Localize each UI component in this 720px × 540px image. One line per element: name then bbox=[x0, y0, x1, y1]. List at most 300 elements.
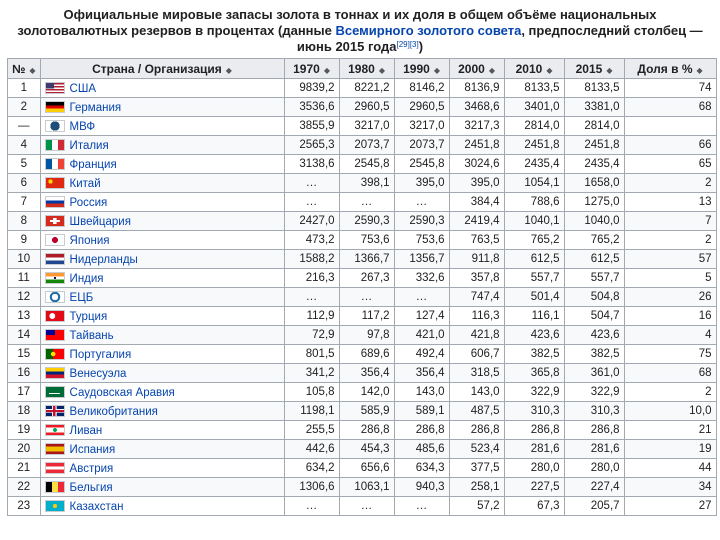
column-header-label: 2000 bbox=[458, 61, 485, 76]
reserve-value-cell: 2814,0 bbox=[504, 117, 564, 136]
share-percent-cell: 34 bbox=[624, 478, 716, 497]
column-header-label: № bbox=[12, 61, 26, 76]
share-percent-cell: 57 bbox=[624, 250, 716, 269]
reserve-value-cell: 523,4 bbox=[449, 440, 504, 459]
reserve-value-cell: 2545,8 bbox=[339, 155, 394, 174]
column-header[interactable] bbox=[394, 59, 449, 79]
rank-cell: 5 bbox=[8, 155, 41, 174]
reserve-value-cell: 589,1 bbox=[394, 402, 449, 421]
reserve-value-cell: 116,3 bbox=[449, 307, 504, 326]
reserve-value-cell: 356,4 bbox=[394, 364, 449, 383]
rank-cell: 20 bbox=[8, 440, 41, 459]
reserve-value-cell: 2435,4 bbox=[564, 155, 624, 174]
reserve-value-cell: 112,9 bbox=[284, 307, 339, 326]
country-cell[interactable] bbox=[40, 212, 284, 231]
reserve-value-cell: 557,7 bbox=[564, 269, 624, 288]
reserve-value-cell: 365,8 bbox=[504, 364, 564, 383]
reserve-value-cell: 2435,4 bbox=[504, 155, 564, 174]
switzerland-flag-icon bbox=[45, 215, 65, 227]
table-row bbox=[8, 383, 717, 402]
share-percent-cell: 68 bbox=[624, 364, 716, 383]
country-cell[interactable] bbox=[40, 326, 284, 345]
column-header[interactable] bbox=[449, 59, 504, 79]
caption-date: июнь 2015 года bbox=[296, 39, 397, 54]
country-cell[interactable] bbox=[40, 459, 284, 478]
uk-flag-icon bbox=[45, 405, 65, 417]
table-row bbox=[8, 250, 717, 269]
country-link[interactable]: ЕЦБ bbox=[69, 291, 94, 304]
reserve-value-cell: … bbox=[394, 193, 449, 212]
country-link[interactable]: МВФ bbox=[69, 120, 96, 133]
reserve-value-cell: 8146,2 bbox=[394, 79, 449, 98]
country-link[interactable]: Турция bbox=[69, 310, 108, 323]
rank-cell: 7 bbox=[8, 193, 41, 212]
table-row bbox=[8, 155, 717, 174]
reserve-value-cell: … bbox=[394, 288, 449, 307]
reserve-value-cell: 3217,0 bbox=[339, 117, 394, 136]
share-percent-cell: 27 bbox=[624, 497, 716, 516]
reserve-value-cell: 143,0 bbox=[394, 383, 449, 402]
country-link[interactable]: Китай bbox=[69, 177, 101, 190]
reserve-value-cell: 227,5 bbox=[504, 478, 564, 497]
country-cell[interactable] bbox=[40, 117, 284, 136]
reserve-value-cell: 281,6 bbox=[504, 440, 564, 459]
share-percent-cell: 74 bbox=[624, 79, 716, 98]
reserve-value-cell: 310,3 bbox=[564, 402, 624, 421]
reserve-value-cell: 2960,5 bbox=[339, 98, 394, 117]
reserve-value-cell: 634,2 bbox=[284, 459, 339, 478]
country-cell[interactable] bbox=[40, 79, 284, 98]
country-cell[interactable] bbox=[40, 136, 284, 155]
reserve-value-cell: 2073,7 bbox=[394, 136, 449, 155]
rank-cell: 15 bbox=[8, 345, 41, 364]
reserve-value-cell: 2427,0 bbox=[284, 212, 339, 231]
reserve-value-cell: 585,9 bbox=[339, 402, 394, 421]
country-link[interactable]: Россия bbox=[69, 196, 108, 209]
reserve-value-cell: … bbox=[339, 497, 394, 516]
country-link[interactable]: Ливан bbox=[69, 424, 103, 437]
reserve-value-cell: 8136,9 bbox=[449, 79, 504, 98]
reserve-value-cell: 280,0 bbox=[504, 459, 564, 478]
reserve-value-cell: 286,8 bbox=[564, 421, 624, 440]
share-percent-cell: 44 bbox=[624, 459, 716, 478]
caption-line-1: Официальные мировые запасы золота в тоннах и их доля в общем объёме национальных bbox=[63, 7, 657, 22]
country-link[interactable]: Бельгия bbox=[69, 481, 113, 494]
rank-cell: 10 bbox=[8, 250, 41, 269]
share-percent-cell: 2 bbox=[624, 231, 716, 250]
reserve-value-cell: 8133,5 bbox=[564, 79, 624, 98]
sort-icon[interactable]: ◆ bbox=[606, 65, 613, 75]
reserve-value-cell: 501,4 bbox=[504, 288, 564, 307]
austria-flag-icon bbox=[45, 462, 65, 474]
japan-flag-icon bbox=[45, 234, 65, 246]
rank-cell: — bbox=[8, 117, 41, 136]
reserve-value-cell: 286,8 bbox=[504, 421, 564, 440]
share-percent-cell: 65 bbox=[624, 155, 716, 174]
country-link[interactable]: Венесуэла bbox=[69, 367, 127, 380]
table-row bbox=[8, 478, 717, 497]
reserve-value-cell: 97,8 bbox=[339, 326, 394, 345]
rank-cell: 8 bbox=[8, 212, 41, 231]
reserve-value-cell: 1198,1 bbox=[284, 402, 339, 421]
share-percent-cell: 4 bbox=[624, 326, 716, 345]
reserve-value-cell: 2451,8 bbox=[504, 136, 564, 155]
reserve-value-cell: 332,6 bbox=[394, 269, 449, 288]
rank-cell: 11 bbox=[8, 269, 41, 288]
reserve-value-cell: 227,4 bbox=[564, 478, 624, 497]
caption-line-3 bbox=[0, 39, 720, 55]
reserve-value-cell: 318,5 bbox=[449, 364, 504, 383]
table-row bbox=[8, 231, 717, 250]
reserve-value-cell: 3024,6 bbox=[449, 155, 504, 174]
sort-icon[interactable]: ◆ bbox=[29, 65, 36, 75]
reserve-value-cell: 1658,0 bbox=[564, 174, 624, 193]
reserve-value-cell: 2073,7 bbox=[339, 136, 394, 155]
country-link[interactable]: Германия bbox=[69, 101, 122, 114]
share-percent-cell: 7 bbox=[624, 212, 716, 231]
table-row bbox=[8, 193, 717, 212]
share-percent-cell: 21 bbox=[624, 421, 716, 440]
reserve-value-cell: 634,3 bbox=[394, 459, 449, 478]
reserve-value-cell: 8221,2 bbox=[339, 79, 394, 98]
country-link[interactable]: Швейцария bbox=[69, 215, 131, 228]
share-percent-cell: 10,0 bbox=[624, 402, 716, 421]
reserve-value-cell: 116,1 bbox=[504, 307, 564, 326]
reserve-value-cell: 398,1 bbox=[339, 174, 394, 193]
italy-flag-icon bbox=[45, 139, 65, 151]
country-cell[interactable] bbox=[40, 269, 284, 288]
kazakhstan-flag-icon bbox=[45, 500, 65, 512]
share-percent-cell: 26 bbox=[624, 288, 716, 307]
share-percent-cell: 68 bbox=[624, 98, 716, 117]
table-row bbox=[8, 459, 717, 478]
sort-icon[interactable]: ◆ bbox=[378, 65, 385, 75]
table-row bbox=[8, 440, 717, 459]
reserve-value-cell: 280,0 bbox=[564, 459, 624, 478]
reserve-value-cell: 255,5 bbox=[284, 421, 339, 440]
reserve-value-cell: 442,6 bbox=[284, 440, 339, 459]
country-link[interactable]: Тайвань bbox=[69, 329, 114, 342]
sort-icon[interactable]: ◆ bbox=[546, 65, 553, 75]
rank-cell: 9 bbox=[8, 231, 41, 250]
country-link[interactable]: Япония bbox=[69, 234, 110, 247]
country-cell[interactable] bbox=[40, 174, 284, 193]
reserve-value-cell: 382,5 bbox=[564, 345, 624, 364]
table-caption bbox=[0, 0, 720, 52]
reserve-value-cell: 57,2 bbox=[449, 497, 504, 516]
sort-icon[interactable]: ◆ bbox=[696, 65, 703, 75]
turkey-flag-icon bbox=[45, 310, 65, 322]
country-cell[interactable] bbox=[40, 288, 284, 307]
reserve-value-cell: 504,7 bbox=[564, 307, 624, 326]
russia-flag-icon bbox=[45, 196, 65, 208]
reserve-value-cell: 3381,0 bbox=[564, 98, 624, 117]
lebanon-flag-icon bbox=[45, 424, 65, 436]
reserve-value-cell: 801,5 bbox=[284, 345, 339, 364]
reserve-value-cell: 67,3 bbox=[504, 497, 564, 516]
reserve-value-cell: 1040,1 bbox=[504, 212, 564, 231]
rank-cell: 1 bbox=[8, 79, 41, 98]
reserve-value-cell: 3536,6 bbox=[284, 98, 339, 117]
reserve-value-cell: 286,8 bbox=[449, 421, 504, 440]
caption-line-2-start: золотовалютных резервов в процентах (данные bbox=[17, 23, 336, 38]
column-header-label: 2015 bbox=[575, 61, 603, 76]
column-header[interactable] bbox=[564, 59, 624, 79]
reserve-value-cell: 357,8 bbox=[449, 269, 504, 288]
country-link[interactable]: Великобритания bbox=[69, 405, 158, 418]
reserve-value-cell: 1040,0 bbox=[564, 212, 624, 231]
ecb-logo-icon bbox=[45, 291, 65, 303]
caption-line-2-end: , предпоследний столбец — bbox=[521, 23, 703, 38]
reserve-value-cell: 911,8 bbox=[449, 250, 504, 269]
reserve-value-cell: 322,9 bbox=[564, 383, 624, 402]
column-header-label: 1980 bbox=[348, 61, 375, 76]
share-percent-cell: 2 bbox=[624, 383, 716, 402]
reserve-value-cell: … bbox=[339, 288, 394, 307]
reserve-value-cell: 747,4 bbox=[449, 288, 504, 307]
reserve-value-cell: 281,6 bbox=[564, 440, 624, 459]
column-header[interactable] bbox=[8, 59, 41, 79]
table-row bbox=[8, 345, 717, 364]
imf-logo-icon bbox=[45, 120, 65, 132]
reserve-value-cell: 1054,1 bbox=[504, 174, 564, 193]
country-cell[interactable] bbox=[40, 440, 284, 459]
reserve-value-cell: … bbox=[284, 174, 339, 193]
reserve-value-cell: 361,0 bbox=[564, 364, 624, 383]
reserve-value-cell: 612,5 bbox=[504, 250, 564, 269]
reserve-value-cell: 612,5 bbox=[564, 250, 624, 269]
sort-icon[interactable]: ◆ bbox=[323, 65, 330, 75]
portugal-flag-icon bbox=[45, 348, 65, 360]
reserve-value-cell: 322,9 bbox=[504, 383, 564, 402]
country-cell[interactable] bbox=[40, 98, 284, 117]
reserve-value-cell: … bbox=[284, 288, 339, 307]
table-row bbox=[8, 364, 717, 383]
header-row bbox=[8, 59, 717, 79]
reserve-value-cell: 765,2 bbox=[504, 231, 564, 250]
reserve-value-cell: 689,6 bbox=[339, 345, 394, 364]
reserve-value-cell: 3217,0 bbox=[394, 117, 449, 136]
reserve-value-cell: 3138,6 bbox=[284, 155, 339, 174]
share-percent-cell: 16 bbox=[624, 307, 716, 326]
reserve-value-cell: 377,5 bbox=[449, 459, 504, 478]
reserve-value-cell: 1063,1 bbox=[339, 478, 394, 497]
reserve-value-cell: 606,7 bbox=[449, 345, 504, 364]
rank-cell: 17 bbox=[8, 383, 41, 402]
country-link[interactable]: Саудовская Аравия bbox=[69, 386, 175, 399]
country-link[interactable]: Казахстан bbox=[69, 500, 124, 513]
reserve-value-cell: 1366,7 bbox=[339, 250, 394, 269]
reserve-value-cell: 382,5 bbox=[504, 345, 564, 364]
table-row bbox=[8, 174, 717, 193]
reserve-value-cell: 423,6 bbox=[504, 326, 564, 345]
reserve-value-cell: 473,2 bbox=[284, 231, 339, 250]
rank-cell: 13 bbox=[8, 307, 41, 326]
reserve-value-cell: 557,7 bbox=[504, 269, 564, 288]
table-body bbox=[8, 79, 717, 516]
reserve-value-cell: 454,3 bbox=[339, 440, 394, 459]
reserve-value-cell: 9839,2 bbox=[284, 79, 339, 98]
rank-cell: 23 bbox=[8, 497, 41, 516]
reserve-value-cell: 3468,6 bbox=[449, 98, 504, 117]
reserve-value-cell: 2590,3 bbox=[339, 212, 394, 231]
share-percent-cell: 13 bbox=[624, 193, 716, 212]
country-cell[interactable] bbox=[40, 478, 284, 497]
reserve-value-cell: 341,2 bbox=[284, 364, 339, 383]
reserve-value-cell: 2419,4 bbox=[449, 212, 504, 231]
reserve-value-cell: 2451,8 bbox=[564, 136, 624, 155]
reserve-value-cell: 2960,5 bbox=[394, 98, 449, 117]
sort-icon[interactable]: ◆ bbox=[225, 65, 232, 75]
reserve-value-cell: 656,6 bbox=[339, 459, 394, 478]
country-cell[interactable] bbox=[40, 193, 284, 212]
taiwan-flag-icon bbox=[45, 329, 65, 341]
reserve-value-cell: 1356,7 bbox=[394, 250, 449, 269]
column-header-label: Страна / Организация bbox=[92, 61, 222, 76]
reserve-value-cell: 1306,6 bbox=[284, 478, 339, 497]
table-row bbox=[8, 288, 717, 307]
table-row bbox=[8, 402, 717, 421]
reserve-value-cell: 421,0 bbox=[394, 326, 449, 345]
reserve-value-cell: 492,4 bbox=[394, 345, 449, 364]
table-row bbox=[8, 497, 717, 516]
reserve-value-cell: 3855,9 bbox=[284, 117, 339, 136]
reserve-value-cell: 753,6 bbox=[339, 231, 394, 250]
reserve-value-cell: 216,3 bbox=[284, 269, 339, 288]
spain-flag-icon bbox=[45, 443, 65, 455]
table-row bbox=[8, 269, 717, 288]
caption-close-paren: ) bbox=[418, 39, 424, 54]
reserve-value-cell: 105,8 bbox=[284, 383, 339, 402]
reserve-value-cell: 763,5 bbox=[449, 231, 504, 250]
reserve-value-cell: 1275,0 bbox=[564, 193, 624, 212]
netherlands-flag-icon bbox=[45, 253, 65, 265]
country-link[interactable]: Нидерланды bbox=[69, 253, 138, 266]
table-row bbox=[8, 326, 717, 345]
column-header[interactable] bbox=[284, 59, 339, 79]
reserve-value-cell: 421,8 bbox=[449, 326, 504, 345]
table-row bbox=[8, 98, 717, 117]
rank-cell: 4 bbox=[8, 136, 41, 155]
rank-cell: 19 bbox=[8, 421, 41, 440]
gold-reserves-table bbox=[7, 58, 717, 516]
country-cell[interactable] bbox=[40, 421, 284, 440]
germany-flag-icon bbox=[45, 101, 65, 113]
share-percent-cell: 75 bbox=[624, 345, 716, 364]
us-flag-icon bbox=[45, 82, 65, 94]
table-row bbox=[8, 212, 717, 231]
column-header[interactable] bbox=[339, 59, 394, 79]
sort-icon[interactable]: ◆ bbox=[488, 65, 495, 75]
saudi-flag-icon bbox=[45, 386, 65, 398]
reserve-value-cell: 2545,8 bbox=[394, 155, 449, 174]
reserve-value-cell: 765,2 bbox=[564, 231, 624, 250]
share-percent-cell: 66 bbox=[624, 136, 716, 155]
reserve-value-cell: 117,2 bbox=[339, 307, 394, 326]
reserve-value-cell: 487,5 bbox=[449, 402, 504, 421]
country-cell[interactable] bbox=[40, 307, 284, 326]
table-row bbox=[8, 136, 717, 155]
country-link[interactable]: Испания bbox=[69, 443, 116, 456]
sort-icon[interactable]: ◆ bbox=[433, 65, 440, 75]
country-cell[interactable] bbox=[40, 231, 284, 250]
reserve-value-cell: 356,4 bbox=[339, 364, 394, 383]
reserve-value-cell: 753,6 bbox=[394, 231, 449, 250]
reserve-value-cell: 1588,2 bbox=[284, 250, 339, 269]
rank-cell: 21 bbox=[8, 459, 41, 478]
country-cell[interactable] bbox=[40, 155, 284, 174]
column-header-label: 1970 bbox=[293, 61, 320, 76]
reserve-value-cell: … bbox=[339, 193, 394, 212]
country-cell[interactable] bbox=[40, 383, 284, 402]
table-row bbox=[8, 307, 717, 326]
rank-cell: 6 bbox=[8, 174, 41, 193]
share-percent-cell: 5 bbox=[624, 269, 716, 288]
reserve-value-cell: 2590,3 bbox=[394, 212, 449, 231]
country-cell[interactable] bbox=[40, 345, 284, 364]
share-percent-cell: 19 bbox=[624, 440, 716, 459]
reserve-value-cell: 267,3 bbox=[339, 269, 394, 288]
reserve-value-cell: 485,6 bbox=[394, 440, 449, 459]
country-cell[interactable] bbox=[40, 497, 284, 516]
table-row bbox=[8, 79, 717, 98]
country-link[interactable]: Италия bbox=[69, 139, 109, 152]
country-link[interactable]: Португалия bbox=[69, 348, 132, 361]
china-flag-icon bbox=[45, 177, 65, 189]
column-header[interactable] bbox=[504, 59, 564, 79]
rank-cell: 2 bbox=[8, 98, 41, 117]
reference-links[interactable]: [29][3] bbox=[396, 40, 419, 49]
reserve-value-cell: 788,6 bbox=[504, 193, 564, 212]
reserve-value-cell: 142,0 bbox=[339, 383, 394, 402]
country-link[interactable]: Франция bbox=[69, 158, 117, 171]
reserve-value-cell: … bbox=[284, 193, 339, 212]
rank-cell: 18 bbox=[8, 402, 41, 421]
country-cell[interactable] bbox=[40, 364, 284, 383]
reserve-value-cell: 143,0 bbox=[449, 383, 504, 402]
venezuela-flag-icon bbox=[45, 367, 65, 379]
reserve-value-cell: 127,4 bbox=[394, 307, 449, 326]
reserve-value-cell: 2565,3 bbox=[284, 136, 339, 155]
rank-cell: 22 bbox=[8, 478, 41, 497]
reserve-value-cell: 395,0 bbox=[394, 174, 449, 193]
reserve-value-cell: … bbox=[394, 497, 449, 516]
country-link[interactable]: Австрия bbox=[69, 462, 114, 475]
reserve-value-cell: 395,0 bbox=[449, 174, 504, 193]
reserve-value-cell: 940,3 bbox=[394, 478, 449, 497]
rank-cell: 12 bbox=[8, 288, 41, 307]
reserve-value-cell: 3401,0 bbox=[504, 98, 564, 117]
table-row bbox=[8, 421, 717, 440]
share-percent-cell bbox=[624, 117, 716, 136]
reserve-value-cell: 3217,3 bbox=[449, 117, 504, 136]
reserve-value-cell: 8133,5 bbox=[504, 79, 564, 98]
country-link[interactable]: Индия bbox=[69, 272, 104, 285]
caption-line-2 bbox=[0, 23, 720, 39]
column-header-label: Доля в % bbox=[637, 61, 693, 76]
column-header[interactable] bbox=[40, 59, 284, 79]
wgc-link[interactable]: Всемирного золотого совета bbox=[335, 23, 522, 38]
country-cell[interactable] bbox=[40, 402, 284, 421]
rank-cell: 16 bbox=[8, 364, 41, 383]
share-percent-cell: 2 bbox=[624, 174, 716, 193]
reserve-value-cell: 2814,0 bbox=[564, 117, 624, 136]
reserve-value-cell: 423,6 bbox=[564, 326, 624, 345]
country-cell[interactable] bbox=[40, 250, 284, 269]
reserve-value-cell: 72,9 bbox=[284, 326, 339, 345]
column-header[interactable] bbox=[624, 59, 716, 79]
country-link[interactable]: США bbox=[69, 82, 97, 95]
